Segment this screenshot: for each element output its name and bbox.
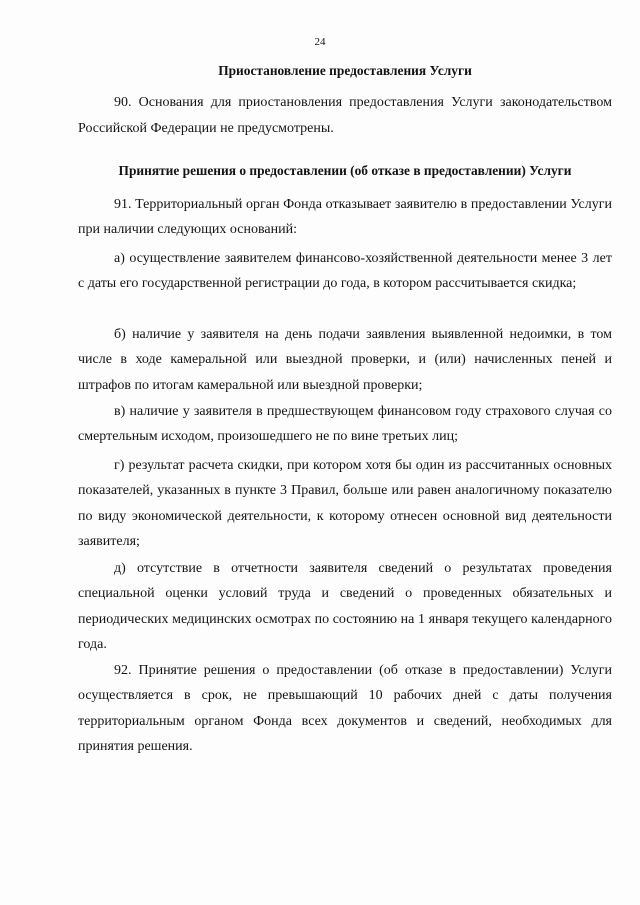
- paragraph-91-a: а) осуществление заявителем финансово-хозяйственной деятельности менее 3 лет с даты его государственной регистрации до года, в котором рассчитывается скидка;: [78, 251, 612, 292]
- paragraph-91-d: д) отсутствие в отчетности заявителя сведений о результатах проведения специальной оценки условий труда и сведений о проведенных обязательных и периодических медицинских осмотрах по состоянию на 1 января текущего календарного года.: [78, 561, 612, 653]
- paragraph-91: 91. Территориальный орган Фонда отказывает заявителю в предоставлении Услуги при наличии следующих оснований:: [78, 197, 612, 238]
- section-heading-decision: Принятие решения о предоставлении (об отказе в предоставлении) Услуги: [118, 163, 572, 178]
- paragraph-92: 92. Принятие решения о предоставлении (об отказе в предоставлении) Услуги осуществляется в срок, не превышающий 10 рабочих дней с даты получения территориальным органом Фонда всех документов и сведений, необходимых для принятия решения.: [78, 663, 612, 755]
- paragraph-91-b: б) наличие у заявителя на день подачи заявления выявленной недоимки, в том числе в ходе камеральной или выездной проверки, и (или) начисленных пеней и штрафов по итогам камеральной или выездной проверки;: [78, 327, 612, 393]
- paragraph-90: 90. Основания для приостановления предоставления Услуги законодательством Российской Федерации не предусмотрены.: [78, 95, 612, 136]
- page-number: 24: [314, 36, 326, 48]
- paragraph-91-v: в) наличие у заявителя в предшествующем финансовом году страхового случая со смертельным исходом, произошедшего не по вине третьих лиц;: [78, 404, 612, 445]
- paragraph-91-g: г) результат расчета скидки, при котором хотя бы один из рассчитанных основных показателей, указанных в пункте 3 Правил, больше или равен аналогичному показателю по виду экономической деятельности, к которому отнесен основной вид деятельности заявителя;: [78, 458, 612, 550]
- section-heading-suspension: Приостановление предоставления Услуги: [218, 63, 472, 78]
